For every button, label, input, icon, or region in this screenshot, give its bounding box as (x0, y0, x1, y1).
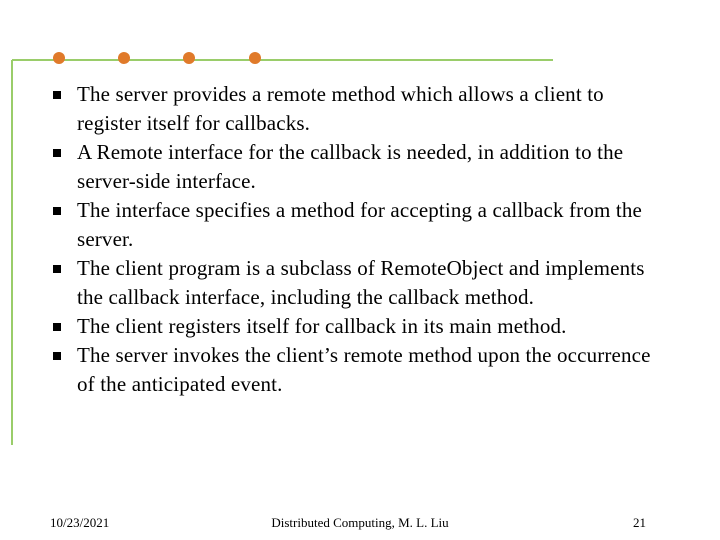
footer-date: 10/23/2021 (50, 515, 110, 530)
bullet-item (50, 196, 670, 254)
bullet-text: The client program is a subclass of RemoteObject and implements the callback interface, including the callback method. (77, 256, 645, 309)
bullet-item (50, 138, 670, 196)
bullet-item (50, 341, 670, 399)
square-bullet-icon (53, 352, 61, 360)
orange-dot-1 (53, 52, 65, 64)
bullet-text: The server provides a remote method which allows a client to register itself for callbacks. (77, 82, 604, 135)
bullet-item (50, 254, 670, 312)
bullet-text: A Remote interface for the callback is needed, in addition to the server-side interface. (77, 140, 624, 193)
orange-dot-4 (249, 52, 261, 64)
bullet-text: The client registers itself for callback in its main method. (77, 314, 567, 338)
square-bullet-icon (53, 323, 61, 331)
footer-page-number: 21 (633, 515, 646, 530)
orange-dot-3 (183, 52, 195, 64)
orange-dot-2 (118, 52, 130, 64)
square-bullet-icon (53, 265, 61, 273)
bullet-item (50, 80, 670, 138)
square-bullet-icon (53, 207, 61, 215)
bullet-list (50, 80, 670, 399)
bullet-text: The server invokes the client’s remote method upon the occurrence of the anticipated event. (77, 343, 651, 396)
bullet-text: The interface specifies a method for accepting a callback from the server. (77, 198, 642, 251)
square-bullet-icon (53, 149, 61, 157)
bullet-item (50, 312, 670, 341)
footer-title: Distributed Computing, M. L. Liu (271, 515, 449, 530)
square-bullet-icon (53, 91, 61, 99)
